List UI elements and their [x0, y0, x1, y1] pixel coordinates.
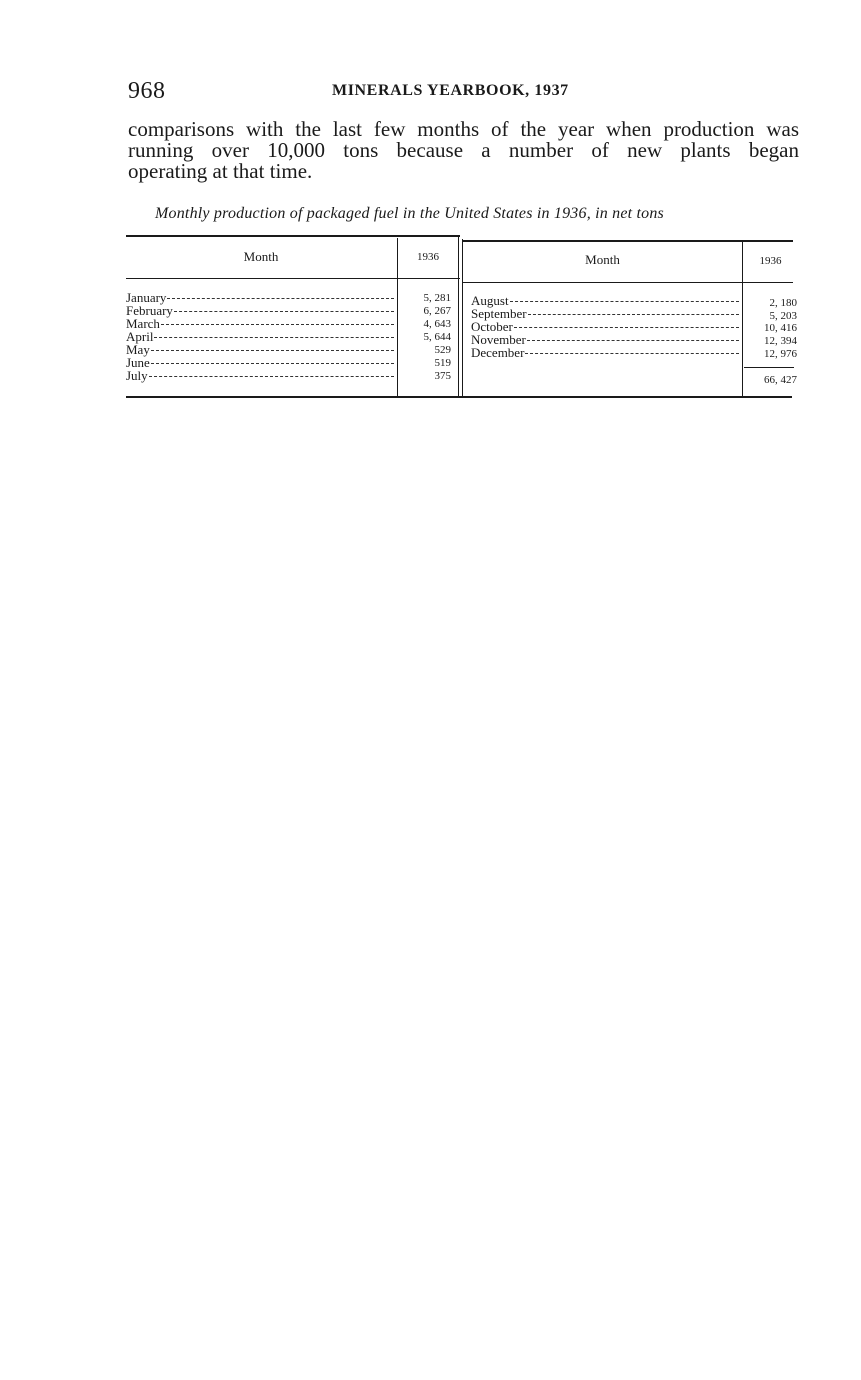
page-number: 968 [128, 78, 166, 104]
dot-leader [510, 301, 739, 302]
month-label: November [471, 332, 526, 347]
table-bottom-rule [126, 396, 792, 398]
dot-leader [528, 314, 739, 315]
dot-leader [174, 311, 394, 312]
value-cell: 5, 203 [769, 310, 797, 322]
value-cell: 529 [434, 344, 451, 356]
table-row [126, 343, 394, 356]
dot-leader [154, 337, 394, 338]
month-label: July [126, 368, 148, 383]
column-header-month-left: Month [243, 249, 279, 264]
center-double-rule-a [458, 237, 459, 397]
value-cell: 5, 281 [423, 292, 451, 304]
body-line: running over 10,000 tons because a number of new plants began [128, 138, 799, 162]
table-row [126, 330, 394, 343]
body-paragraph [128, 119, 799, 182]
table-row [126, 304, 394, 317]
table-top-rule-right [463, 240, 793, 242]
total-rule [744, 367, 794, 368]
month-label: January [126, 290, 167, 305]
month-label: April [126, 329, 154, 344]
table-row [126, 317, 394, 330]
month-label: February [126, 303, 173, 318]
running-title: MINERALS YEARBOOK, 1937 [332, 82, 569, 99]
value-cell: 375 [434, 370, 451, 382]
value-cell: 2, 180 [769, 297, 797, 309]
value-cell: 5, 644 [423, 331, 451, 343]
dot-leader [527, 340, 739, 341]
dot-leader [525, 353, 739, 354]
month-label: June [126, 355, 150, 370]
value-cell: 12, 394 [764, 335, 797, 347]
header-rule-right [463, 282, 793, 283]
table-row [471, 346, 739, 359]
dot-leader [151, 363, 394, 364]
month-label: October [471, 319, 513, 334]
month-label: December [471, 345, 525, 360]
value-cell: 519 [434, 357, 451, 369]
month-label: August [471, 293, 509, 308]
table-top-rule-left [126, 235, 460, 237]
column-header-month-right: Month [585, 252, 620, 267]
month-label: September [471, 306, 527, 321]
month-label: March [126, 316, 160, 331]
header-rule-left [126, 278, 460, 279]
value-cell: 10, 416 [764, 322, 797, 334]
value-cell: 12, 976 [764, 348, 797, 360]
table-row [126, 369, 394, 382]
value-cell: 4, 643 [423, 318, 451, 330]
table-caption: Monthly production of packaged fuel in the United States in 1936, in net tons [155, 205, 664, 222]
table-row [126, 356, 394, 369]
dot-leader [514, 327, 739, 328]
column-header-year-left: 1936 [417, 251, 439, 263]
dot-leader [149, 376, 394, 377]
body-line: comparisons with the last few months of the year when production was [128, 117, 799, 141]
column-header-year-right: 1936 [759, 255, 782, 267]
dot-leader [161, 324, 394, 325]
value-cell: 6, 267 [423, 305, 451, 317]
total-value: 66, 427 [764, 374, 797, 386]
dot-leader [151, 350, 394, 351]
month-label: May [126, 342, 150, 357]
body-line: operating at that time. [128, 159, 313, 183]
dot-leader [167, 298, 394, 299]
